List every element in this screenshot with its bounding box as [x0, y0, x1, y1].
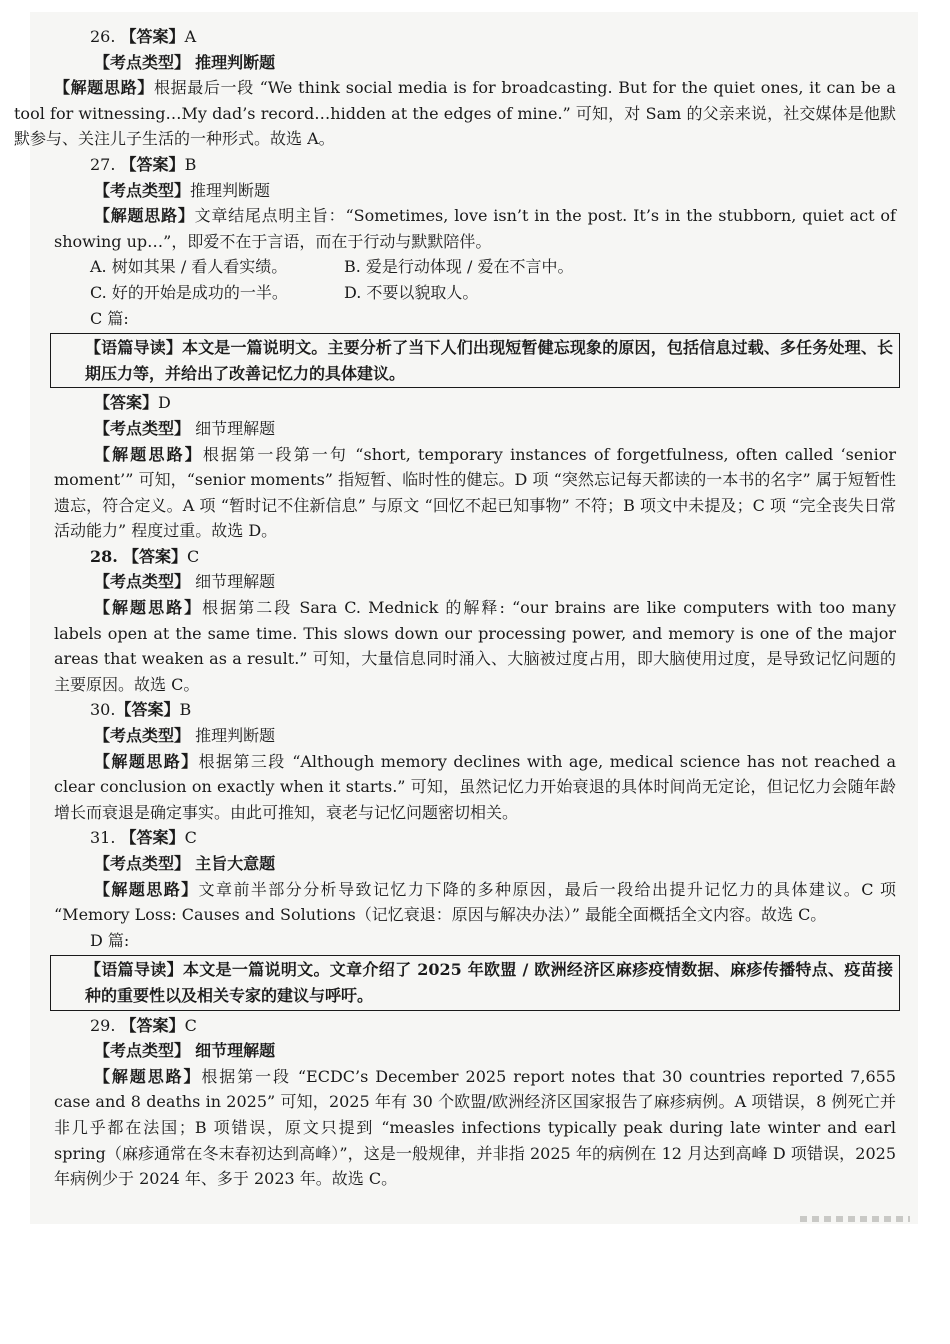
section-c-intro-label: 【语篇导读】	[85, 338, 182, 358]
q27-option-a: A. 树如其果 / 看人看实绩。	[90, 257, 288, 277]
q29-number: 29.	[90, 1015, 116, 1035]
section-c-title: C 篇:	[90, 308, 129, 328]
q31-type: 主旨大意题	[195, 854, 276, 873]
q29-reason-label: 【解题思路】	[94, 1066, 202, 1086]
q29-reason-text: 根据第一段 “ECDC’s December 2025 report notes that 30 countries reported 7,655 case and 8 deaths in 2025” 可知，2025 年有 30 个欧盟/欧洲经济区国家报告了麻疹病例。A 项错误，8 例死亡并非几乎都在法国；B 项错误，原文只提到 “measles infections typically peak during late winter and earl spring（麻疹通常在冬末春初达到高峰）”，这是一般规律，并非指 2025 年的病例在 12 月达到高峰 D 项错误，2025 年病例少于 2024 年、多于 2023 年。故选 C。	[54, 1066, 896, 1189]
q30-number: 30.	[90, 700, 116, 720]
q26-answer: A	[184, 27, 197, 46]
qc1-reason-label: 【解题思路】	[94, 444, 203, 464]
q27-reason-label: 【解题思路】	[94, 206, 195, 226]
q27-reason-text: 文章结尾点明主旨：“Sometimes, love isn’t in the post. It’s in the stubborn, quiet act of showing up…”，即爱不在于言语，而在于行动与默默陪伴。	[54, 206, 896, 251]
q26-answer-label: 【答案】	[120, 27, 185, 46]
qc1-reason-text: 根据第一段第一句 “short, temporary instances of forgetfulness, often called ‘senior moment’” 可知，“senior moments” 指短暂、临时性的健忘。D 项 “突然忘记每天都读的一本书的名字” 属于短暂性遗忘，符合定义。A 项 “暂时记不住新信息” 与原文 “回忆不起已知事物” 不符；B 项文中未提及；C 项 “完全丧失日常活动能力” 程度过重。故选 D。	[54, 444, 896, 541]
q27-answer-line	[54, 152, 896, 178]
q26-reason	[14, 75, 896, 152]
q26-reason-text: 根据最后一段 “We think social media is for broadcasting. But for the quiet ones, it can be a tool for witnessing…My dad’s record…hidden at the edges of mine.” 可知，对 Sam 的父亲来说，社交媒体是他默默参与、关注儿子生活的一种形式。故选 A。	[14, 78, 896, 149]
q31-answer-line	[54, 825, 896, 851]
section-d-intro-box	[50, 955, 900, 1010]
q26-type: 推理判断题	[195, 52, 276, 72]
q28-reason-text: 根据第二段 Sara C. Mednick 的解释: “our brains are like computers with too many labels open at the same time. This slows down our processing power, and memory is one of the major areas that weaken as a result.” 可知，大量信息同时涌入、大脑被过度占用，即大脑使用过度，是导致记忆问题的主要原因。故选 C。	[54, 598, 896, 694]
section-d-intro-label: 【语篇导读】	[85, 960, 183, 980]
q26-type-line	[54, 50, 896, 76]
q27-reason	[54, 203, 896, 254]
q31-type-line	[54, 851, 896, 877]
q27-options-row-1	[54, 254, 896, 280]
q26-type-label: 【考点类型】	[94, 52, 191, 72]
q29-reason	[54, 1064, 896, 1192]
q27-answer-label: 【答案】	[120, 154, 185, 174]
q27-type-label: 【考点类型】	[94, 180, 191, 200]
q31-reason	[54, 877, 896, 928]
section-d-intro: 本文是一篇说明文。文章介绍了 2025 年欧盟 / 欧洲经济区麻疹疫情数据、麻疹传播特点、疫苗接种的重要性以及相关专家的建议与呼吁。	[85, 960, 893, 1005]
qc1-type-label: 【考点类型】	[94, 418, 191, 438]
q27-answer: B	[184, 154, 197, 174]
q27-number: 27.	[90, 154, 116, 174]
q28-reason	[54, 595, 896, 697]
q29-type-line	[54, 1038, 896, 1064]
q28-reason-label: 【解题思路】	[94, 598, 203, 618]
q29-answer-line	[54, 1013, 896, 1039]
q30-answer-label: 【答案】	[115, 700, 180, 720]
section-c-intro: 本文是一篇说明文。主要分析了当下人们出现短暂健忘现象的原因，包括信息过载、多任务处理、长期压力等，并给出了改善记忆力的具体建议。	[85, 338, 893, 383]
section-c-intro-box	[50, 333, 900, 388]
q28-type-label: 【考点类型】	[94, 572, 191, 592]
q27-option-c: C. 好的开始是成功的一半。	[90, 282, 288, 302]
q27-type-line	[54, 178, 896, 204]
q31-reason-label: 【解题思路】	[94, 879, 199, 899]
qc1-answer-line	[54, 390, 896, 416]
q28-number: 28.	[90, 546, 118, 566]
q29-type-label: 【考点类型】	[94, 1041, 191, 1061]
q29-answer-label: 【答案】	[120, 1015, 185, 1035]
answer-sheet	[14, 12, 918, 1224]
qc1-type-line	[54, 416, 896, 442]
q31-number: 31.	[90, 828, 116, 848]
scan-smudge	[800, 1216, 910, 1222]
q26-number: 26.	[90, 27, 116, 46]
q27-type: 推理判断题	[190, 180, 271, 200]
q29-type: 细节理解题	[195, 1041, 276, 1061]
q28-answer-label: 【答案】	[122, 546, 187, 566]
q26-answer-line	[54, 24, 896, 50]
q30-type-label: 【考点类型】	[94, 726, 191, 746]
q30-type: 推理判断题	[195, 726, 276, 746]
q30-reason-label: 【解题思路】	[94, 751, 199, 771]
q29-answer: C	[184, 1015, 197, 1035]
q30-type-line	[54, 723, 896, 749]
q31-type-label: 【考点类型】	[94, 854, 191, 873]
q27-options-row-2	[54, 280, 896, 306]
q26-reason-label: 【解题思路】	[54, 78, 154, 98]
qc1-type: 细节理解题	[195, 418, 276, 438]
q31-answer-label: 【答案】	[120, 828, 185, 848]
q31-reason-text: 文章前半部分分析导致记忆力下降的多种原因，最后一段给出提升记忆力的具体建议。C 项 “Memory Loss: Causes and Solutions（记忆衰退：原因与解决办法）” 最能全面概括全文内容。故选 C。	[54, 879, 896, 925]
qc1-answer: D	[158, 393, 171, 413]
qc1-answer-label: 【答案】	[94, 393, 159, 413]
q31-answer: C	[184, 828, 197, 848]
q30-reason-text: 根据第三段 “Although memory declines with age, medical science has not reached a clear conclusion on exactly when it starts.” 可知，虽然记忆力开始衰退的具体时间尚无定论，但记忆力会随年龄增长而衰退是确定事实。由此可推知，衰老与记忆问题密切相关。	[54, 751, 896, 822]
q28-type: 细节理解题	[195, 572, 276, 592]
q28-type-line	[54, 569, 896, 595]
q28-answer: C	[186, 546, 200, 566]
section-d-title: D 篇:	[90, 930, 130, 950]
q27-option-d: D. 不要以貌取人。	[344, 282, 479, 302]
q30-answer: B	[179, 700, 192, 720]
q28-answer-line	[54, 544, 896, 570]
q30-answer-line	[54, 697, 896, 723]
qc1-reason	[54, 442, 896, 544]
q30-reason	[54, 749, 896, 826]
q27-option-b: B. 爱是行动体现 / 爱在不言中。	[344, 257, 574, 277]
